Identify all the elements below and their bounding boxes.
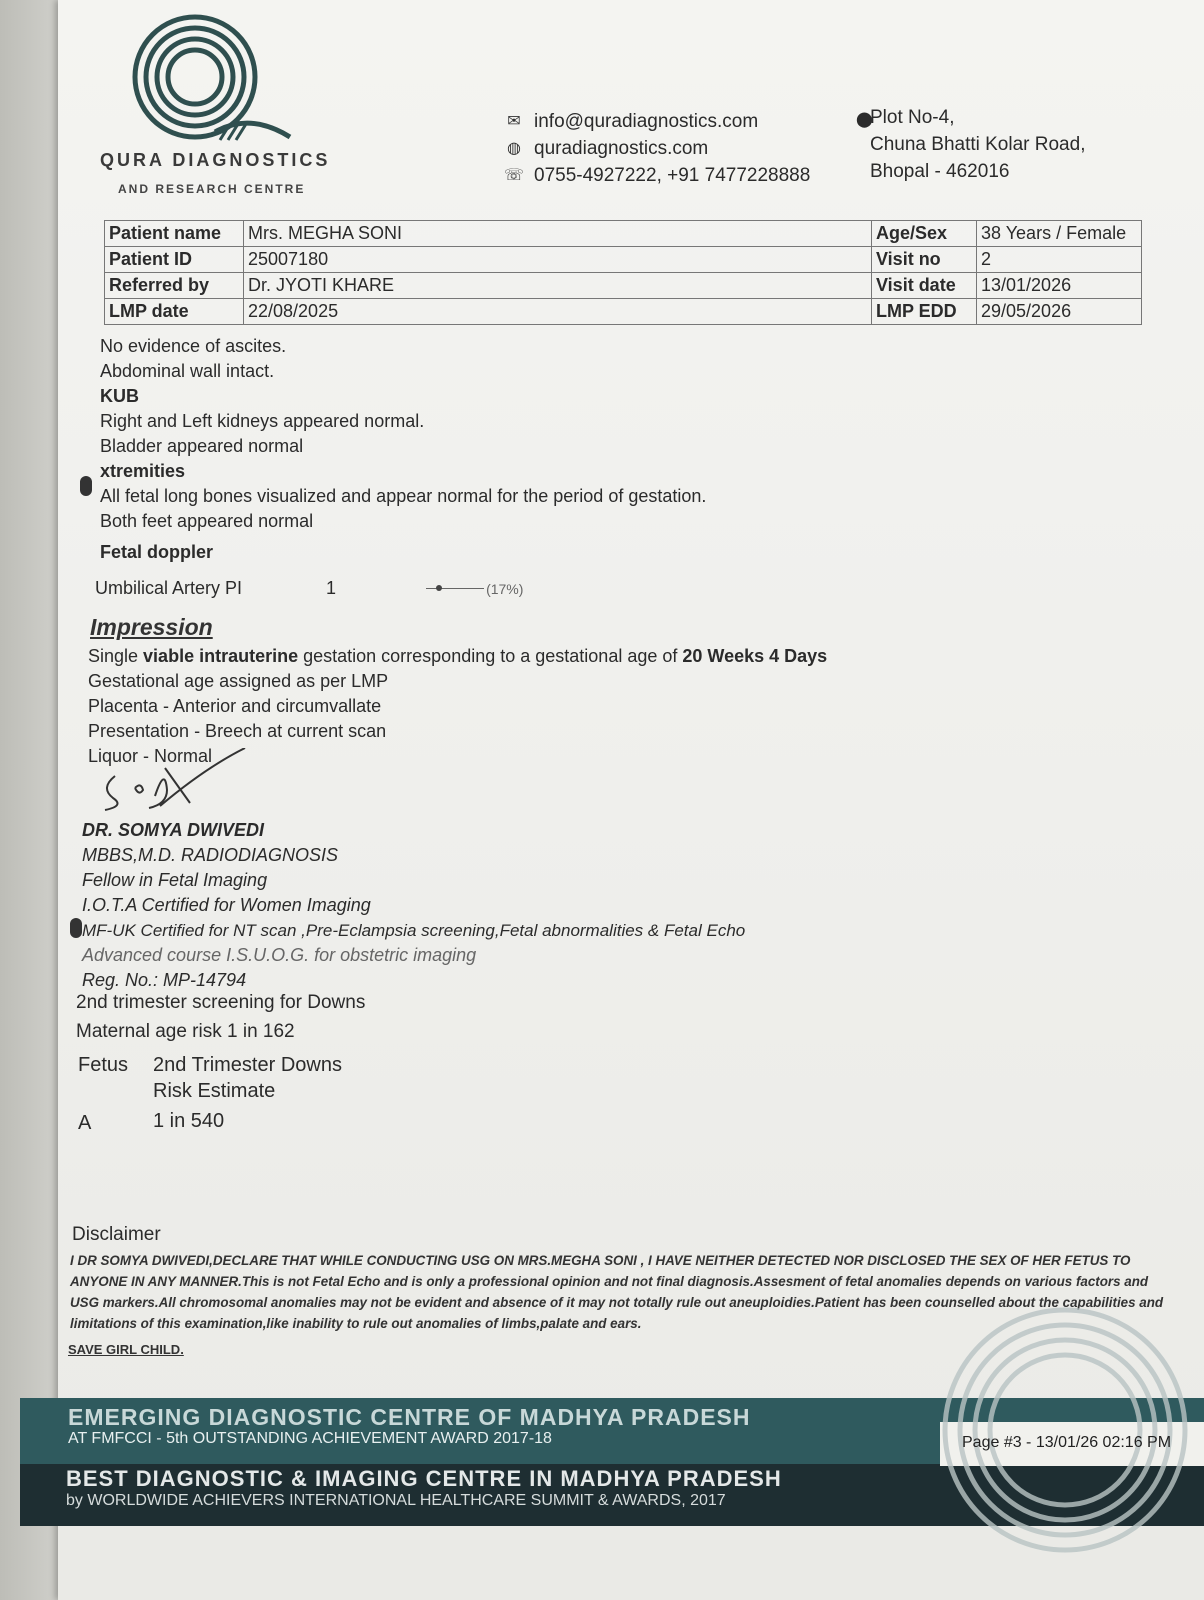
impression-ga-basis: Gestational age assigned as per LMP: [88, 671, 389, 691]
patient-id-value: 25007180: [244, 247, 872, 273]
risk-value: 1 in 540: [153, 1110, 225, 1132]
age-sex-label: Age/Sex: [872, 221, 977, 247]
percentile-marker: [436, 585, 442, 591]
percentile-indicator: [426, 578, 523, 599]
doppler-value: 1: [326, 578, 337, 598]
doctor-certification-iota: I.O.T.A Certified for Women Imaging: [82, 895, 371, 915]
page-number-timestamp: Page #3 - 13/01/26 02:16 PM: [962, 1434, 1172, 1451]
fetus-column-header: Fetus: [78, 1054, 129, 1076]
mail-icon: ✉: [507, 113, 521, 130]
percentile-text: (17%): [486, 580, 524, 597]
impression-placenta: Placenta - Anterior and circumvallate: [88, 696, 382, 716]
qura-logo-icon: [120, 12, 310, 152]
email-row: [504, 108, 810, 135]
lmp-edd-value: 29/05/2026: [977, 299, 1142, 325]
brand-subtitle: AND RESEARCH CENTRE: [118, 182, 306, 196]
impression-heading: Impression: [90, 614, 213, 640]
binder-hole: [70, 918, 82, 938]
screening-title: 2nd trimester screening for Downs: [76, 992, 366, 1013]
page-edge-shadow: [0, 0, 58, 1600]
patient-name-value: Mrs. MEGHA SONI: [244, 221, 872, 247]
location-pin-icon: ⬤: [856, 111, 873, 128]
phone-text: 0755-4927222, +91 7477228888: [534, 165, 811, 186]
address-line-1: Plot No-4,: [870, 107, 955, 128]
save-girl-child-note: SAVE GIRL CHILD.: [68, 1342, 184, 1357]
risk-column-header-line2: Risk Estimate: [153, 1080, 276, 1102]
maternal-age-risk: Maternal age risk 1 in 162: [76, 1021, 295, 1042]
website-row: [504, 135, 810, 162]
table-row: [105, 247, 1142, 273]
age-sex-value: 38 Years / Female: [977, 221, 1142, 247]
visit-no-label: Visit no: [872, 247, 977, 273]
table-row: [105, 273, 1142, 299]
binder-hole: [80, 476, 92, 496]
visit-date-label: Visit date: [872, 273, 977, 299]
award-1-subtitle: AT FMFCCI - 5th OUTSTANDING ACHIEVEMENT AWARD 2017-18: [68, 1430, 552, 1447]
patient-name-label: Patient name: [105, 221, 244, 247]
impression-gestation: [88, 644, 827, 669]
findings-section: [100, 334, 1180, 565]
referred-by-label: Referred by: [105, 273, 244, 299]
fetal-doppler-heading: Fetal doppler: [100, 542, 214, 562]
lmp-edd-label: LMP EDD: [872, 299, 977, 325]
website-text: quradiagnostics.com: [534, 138, 709, 159]
percentile-track: [426, 588, 484, 589]
table-row: [105, 299, 1142, 325]
doctor-degree: MBBS,M.D. RADIODIAGNOSIS: [82, 845, 339, 865]
doctor-credentials: [82, 818, 745, 993]
lmp-date-label: LMP date: [105, 299, 244, 325]
visit-no-value: 2: [977, 247, 1142, 273]
doctor-certification-fmf: MF-UK Certified for NT scan ,Pre-Eclampsia screening,Fetal abnormalities & Fetal Echo: [82, 921, 746, 940]
impression-emphasis: viable intrauterine: [143, 646, 299, 666]
table-row: [105, 221, 1142, 247]
impression-text: Single: [88, 646, 144, 666]
award-2-title: BEST DIAGNOSTIC & IMAGING CENTRE IN MADHYA PRADESH: [66, 1466, 782, 1491]
impression-presentation: Presentation - Breech at current scan: [88, 721, 387, 741]
finding-kidneys: Right and Left kidneys appeared normal.: [100, 411, 425, 431]
address-block: [856, 104, 1086, 185]
finding-abdominal-wall: Abdominal wall intact.: [100, 361, 275, 381]
down-screening-section: [76, 988, 365, 1046]
contact-block: [504, 108, 810, 189]
address-line-3: Bhopal - 462016: [870, 161, 1010, 182]
gestational-age-value: 20 Weeks 4 Days: [682, 646, 828, 666]
patient-info-table: [104, 220, 1142, 325]
phone-icon: ☏: [504, 167, 525, 184]
doctor-name: DR. SOMYA DWIVEDI: [82, 820, 265, 840]
patient-id-label: Patient ID: [105, 247, 244, 273]
phone-row: [504, 162, 810, 189]
brand-name: QURA DIAGNOSTICS: [100, 150, 331, 170]
award-1-title: EMERGING DIAGNOSTIC CENTRE OF MADHYA PRADESH: [68, 1404, 751, 1430]
disclaimer-heading: Disclaimer: [72, 1224, 161, 1245]
doctor-signature: [95, 748, 255, 828]
impression-liquor: Liquor - Normal: [88, 746, 213, 766]
extremities-heading: xtremities: [100, 461, 186, 481]
doctor-course: Advanced course I.S.U.O.G. for obstetric imaging: [82, 945, 477, 965]
visit-date-value: 13/01/2026: [977, 273, 1142, 299]
kub-heading: KUB: [100, 386, 139, 406]
finding-feet: Both feet appeared normal: [100, 511, 314, 531]
risk-column-header-line1: 2nd Trimester Downs: [153, 1054, 342, 1076]
email-text: info@quradiagnostics.com: [534, 111, 759, 132]
address-line-2: Chuna Bhatti Kolar Road,: [870, 134, 1086, 155]
doctor-registration: Reg. No.: MP-14794: [82, 970, 247, 990]
fetus-label: A: [78, 1112, 92, 1134]
referred-by-value: Dr. JYOTI KHARE: [244, 273, 872, 299]
finding-bladder: Bladder appeared normal: [100, 436, 304, 456]
finding-long-bones: All fetal long bones visualized and appear normal for the period of gestation.: [100, 486, 707, 506]
watermark-ring-icon: [935, 1300, 1195, 1560]
globe-icon: ◍: [507, 140, 521, 157]
award-2-subtitle: by WORLDWIDE ACHIEVERS INTERNATIONAL HEALTHCARE SUMMIT & AWARDS, 2017: [66, 1492, 726, 1509]
doctor-fellowship: Fellow in Fetal Imaging: [82, 870, 268, 890]
finding-ascites: No evidence of ascites.: [100, 336, 287, 356]
impression-text: gestation corresponding to a gestational age of: [298, 646, 683, 666]
disclaimer-text: I DR SOMYA DWIVEDI,DECLARE THAT WHILE CONDUCTING USG ON MRS.MEGHA SONI , I HAVE NEITHER DETECTED NOR DISCLOSED THE SEX OF HER FETUS TO ANYONE IN ANY MANNER.This is not Fetal Echo and is only a professional opinion and not final diagnosis.Assesment of fetal anomalies depends on various factors and USG markers.All chromosomal anomalies may not be evident and absence of it may not totally rule out aneuploidies.Patient has been counselled about the capabilities and limitations of this examination,like inability to rule out anomalies of limbs,palate and ears.: [70, 1253, 1164, 1331]
doppler-row: [95, 578, 523, 599]
doppler-label: Umbilical Artery PI: [95, 578, 243, 598]
lmp-date-value: 22/08/2025: [244, 299, 872, 325]
